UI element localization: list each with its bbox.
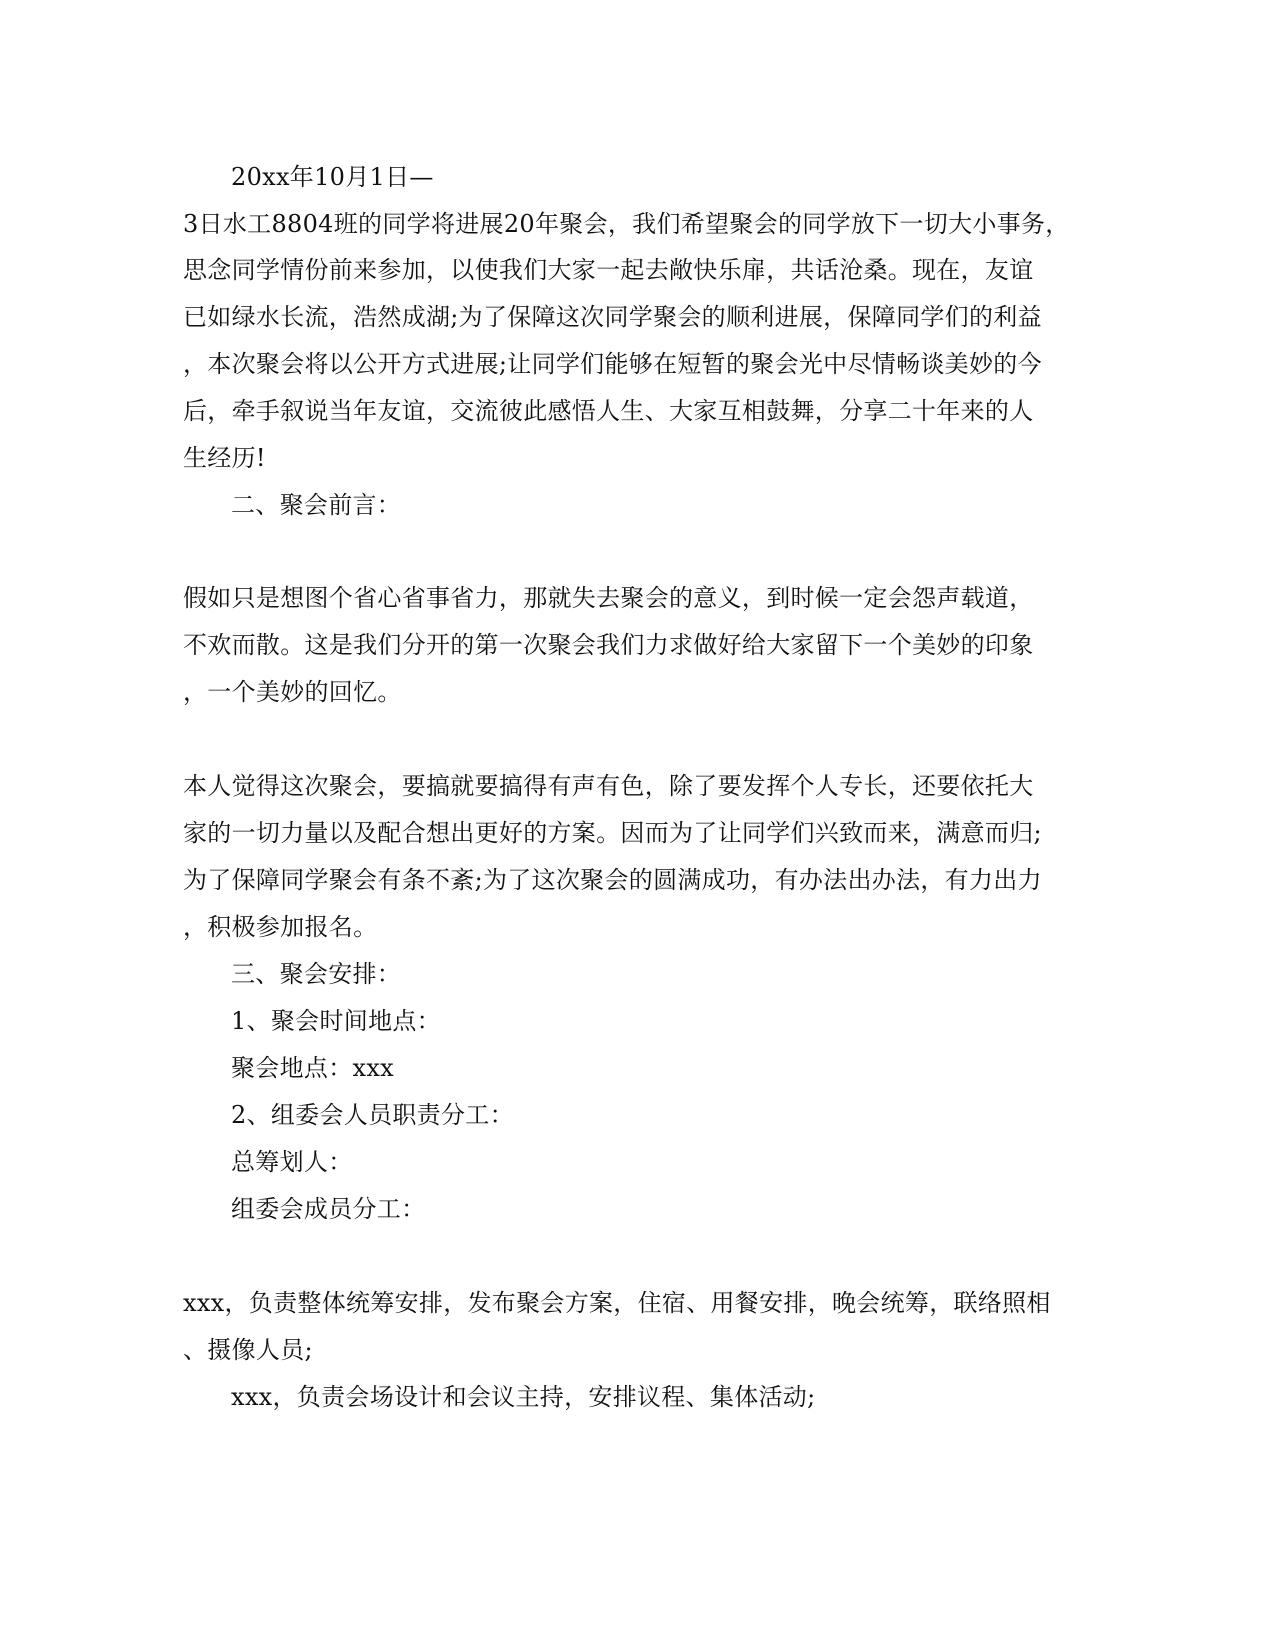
intro-line-3: 已如绿水长流，浩然成湖;为了保障这次同学聚会的顺利进展，保障同学们的利益 xyxy=(183,303,1042,331)
preface-line-3: ，一个美妙的回忆。 xyxy=(183,678,402,706)
subheading-committee-duties: 2、组委会人员职责分工： xyxy=(231,1101,514,1129)
committee-members-line: 组委会成员分工： xyxy=(231,1195,426,1223)
opinion-line-2: 家的一切力量以及配合想出更好的方案。因而为了让同学们兴致而来，满意而归; xyxy=(183,819,1042,847)
preface-line-1: 假如只是想图个省心省事省力，那就失去聚会的意义，到时候一定会怨声载道， xyxy=(183,584,1034,612)
intro-line-6: 生经历! xyxy=(183,444,266,472)
duty-line-3: xxx，负责会场设计和会议主持，安排议程、集体活动; xyxy=(231,1383,816,1411)
opinion-line-3: 为了保障同学聚会有条不紊;为了这次聚会的圆满成功，有办法出办法，有力出力 xyxy=(183,866,1042,894)
duty-line-1: xxx，负责整体统筹安排，发布聚会方案，住宿、用餐安排，晚会统筹，联络照相 xyxy=(183,1289,1051,1317)
duty-line-2: 、摄像人员; xyxy=(183,1336,313,1364)
intro-line-4: ，本次聚会将以公开方式进展;让同学们能够在短暂的聚会光中尽情畅谈美妙的今 xyxy=(183,350,1042,378)
intro-line-5: 后，牵手叙说当年友谊，交流彼此感悟人生、大家互相鼓舞，分享二十年来的人 xyxy=(183,397,1034,425)
section-heading-arrangement: 三、聚会安排： xyxy=(231,960,402,988)
section-heading-preface: 二、聚会前言： xyxy=(231,491,402,519)
opinion-line-4: ，积极参加报名。 xyxy=(183,913,378,941)
intro-line-2: 思念同学情份前来参加，以使我们大家一起去敞快乐扉，共话沧桑。现在，友谊 xyxy=(183,256,1034,284)
chief-planner-line: 总筹划人： xyxy=(231,1148,353,1176)
preface-line-2: 不欢而散。这是我们分开的第一次聚会我们力求做好给大家留下一个美妙的印象 xyxy=(183,631,1034,659)
opinion-line-1: 本人觉得这次聚会，要搞就要搞得有声有色，除了要发挥个人专长，还要依托大 xyxy=(183,772,1034,800)
intro-line-1: 3日水工8804班的同学将进展20年聚会，我们希望聚会的同学放下一切大小事务， xyxy=(183,210,1070,238)
venue-line: 聚会地点：xxx xyxy=(231,1054,395,1082)
date-line: 20xx年10月1日— xyxy=(231,163,434,191)
subheading-time-place: 1、聚会时间地点： xyxy=(231,1007,441,1035)
